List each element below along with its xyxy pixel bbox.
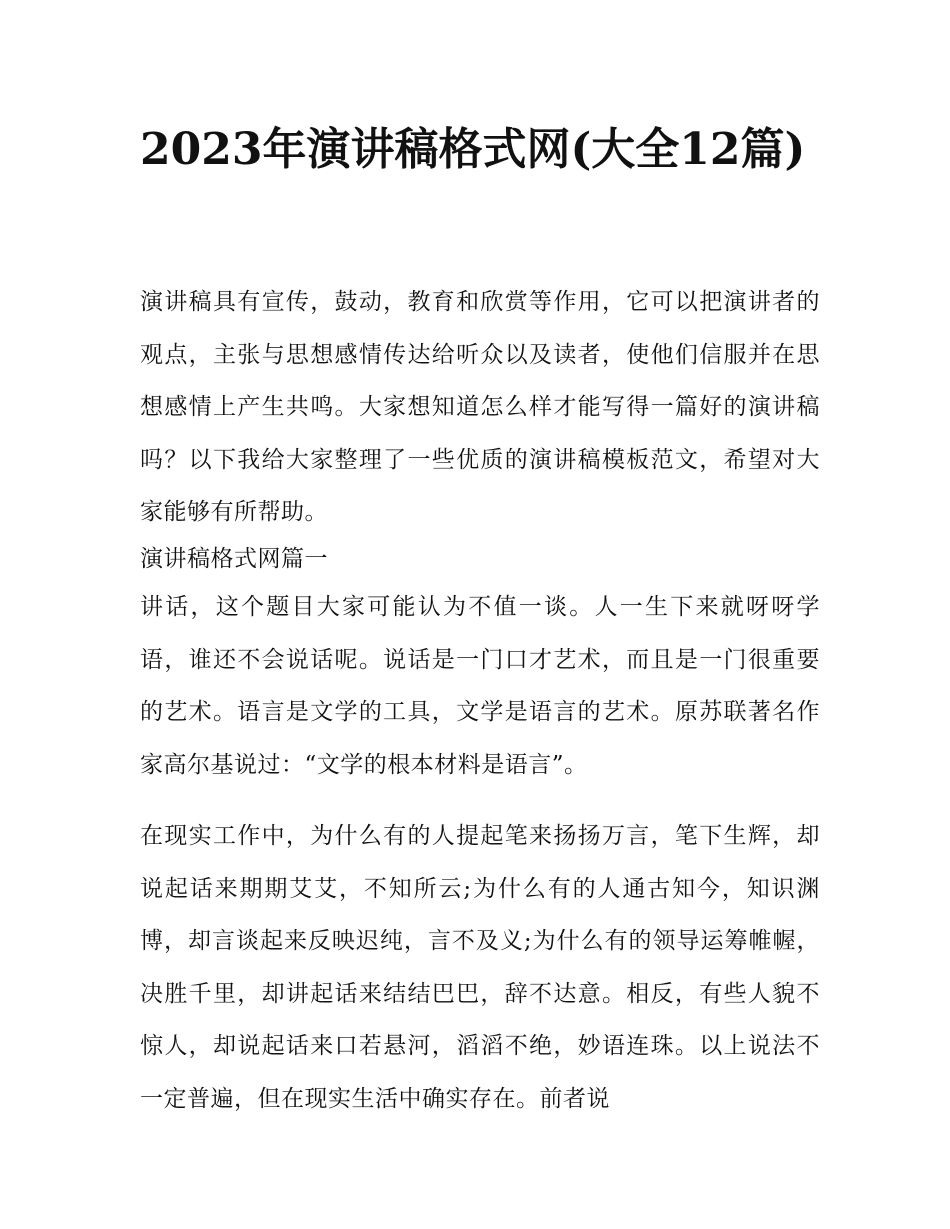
body-paragraph-2: 在现实工作中，为什么有的人提起笔来扬扬万言，笔下生辉，却说起话来期期艾艾，不知所云;为什么有的人通古知今，知识渊博，却言谈起来反映迟纯，言不及义;为什么有的领导运筹帷幄，决胜千里，却讲起话来结结巴巴，辞不达意。相反，有些人貌不惊人，却说起话来口若悬河，滔滔不绝，妙语连珠。以上说法不一定普遍，但在现实生活中确实存在。前者说 (140, 823, 820, 1112)
body-paragraph-1: 讲话，这个题目大家可能认为不值一谈。人一生下来就呀呀学语，谁还不会说话呢。说话是一门口才艺术，而且是一门很重要的艺术。语言是文学的工具，文学是语言的艺术。原苏联著名作家高尔基说过：“文学的根本材料是语言”。 (140, 594, 820, 778)
section-heading: 演讲稿格式网篇一 (140, 546, 328, 572)
document-title: 2023年演讲稿格式网(大全12篇) (140, 124, 806, 175)
intro-paragraph: 演讲稿具有宣传，鼓动，教育和欣赏等作用，它可以把演讲者的观点，主张与思想感情传达给听众以及读者，使他们信服并在思想感情上产生共鸣。大家想知道怎么样才能写得一篇好的演讲稿吗？以下我给大家整理了一些优质的演讲稿模板范文，希望对大家能够有所帮助。 (140, 289, 820, 525)
